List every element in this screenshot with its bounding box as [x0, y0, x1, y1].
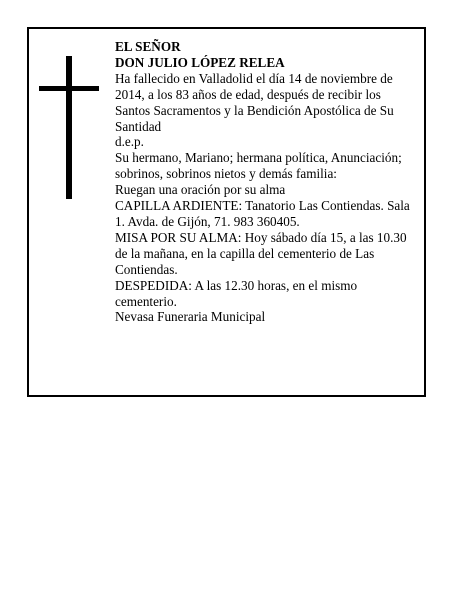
- title-line-1: EL SEÑOR: [115, 39, 181, 54]
- cross-icon: [39, 56, 99, 199]
- prayer-request: Ruegan una oración por su alma: [115, 182, 286, 198]
- mass-details: MISA POR SU ALMA: Hoy sábado día 15, a las 10.30 de la mañana, en la capilla del cementerio de Las Contiendas.: [115, 229, 407, 277]
- farewell-details: DESPEDIDA: A las 12.30 horas, en el mismo cementerio.: [115, 277, 358, 309]
- notice-text: [115, 39, 415, 325]
- rest-in-peace: d.e.p.: [115, 134, 144, 150]
- deceased-name: DON JULIO LÓPEZ RELEA: [115, 54, 285, 70]
- cross-vertical-bar: [66, 56, 72, 199]
- funeral-home: Nevasa Funeraria Municipal: [115, 309, 266, 325]
- cross-horizontal-bar: [39, 86, 99, 91]
- death-announcement: Ha fallecido en Valladolid el día 14 de noviembre de 2014, a los 83 años de edad, después de recibir los Santos Sacramentos y la Bendición Apostólica de Su Santidad: [115, 70, 394, 134]
- obituary-notice: [27, 27, 426, 397]
- family-mourners: Su hermano, Mariano; hermana política, Anunciación; sobrinos, sobrinos nietos y demás familia:: [115, 150, 402, 182]
- wake-details: CAPILLA ARDIENTE: Tanatorio Las Contiendas. Sala 1. Avda. de Gijón, 71. 983 360405.: [115, 198, 410, 229]
